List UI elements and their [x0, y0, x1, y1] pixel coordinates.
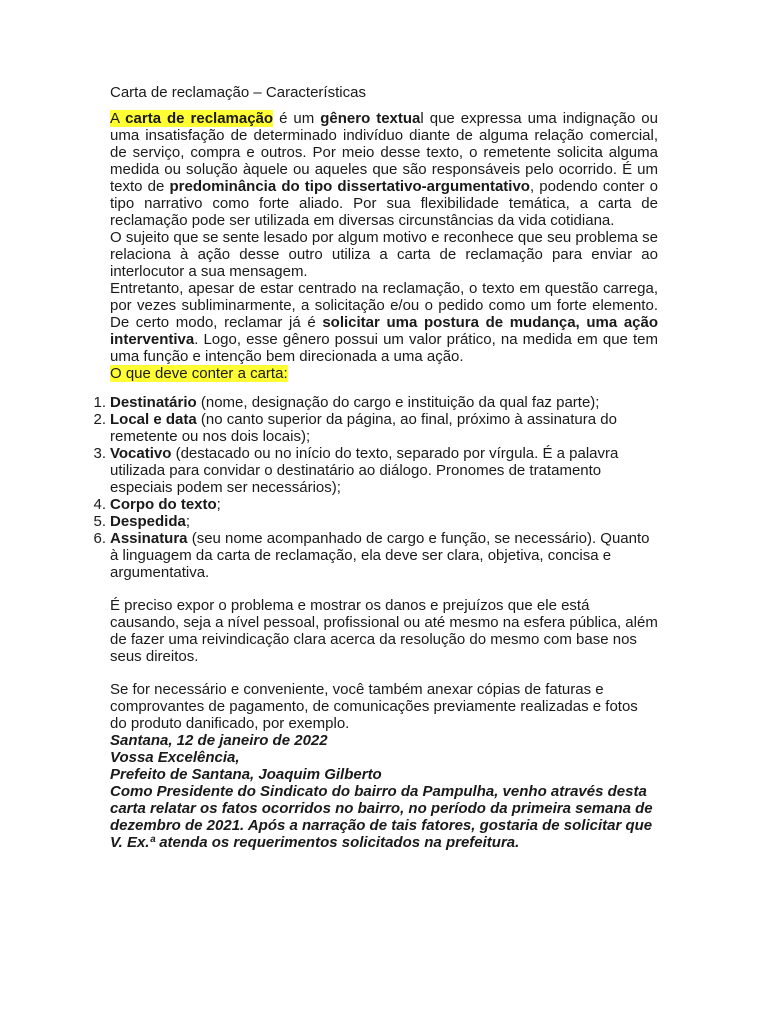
list-number: 1.: [93, 394, 106, 411]
document-title: Carta de reclamação – Características: [110, 84, 366, 101]
list-item: [93, 496, 658, 513]
list-item: [93, 513, 658, 530]
list-paragraph-3: Se for necessário e conveniente, você também anexar cópias de faturas e comprovantes de pagamento, de comunicações previamente realizadas e fotos do produto danificado, por exemplo.: [110, 681, 638, 732]
list-term: Destinatário: [110, 394, 197, 411]
list-heading-highlight: O que deve conter a carta:: [110, 365, 288, 382]
list-number: 6.: [93, 530, 106, 547]
highlighted-text: [110, 110, 273, 127]
intro-a: A: [110, 110, 126, 127]
list-text: (nome, designação do cargo e instituição da qual faz parte);: [196, 394, 600, 411]
list-term: Corpo do texto: [110, 496, 217, 513]
list-text: (destacado ou no início do texto, separado por vírgula. É a palavra utilizada para convidar o destinatário ao diálogo. Pronomes de tratamento especiais podem ser necessários);: [110, 445, 619, 496]
para3-b: . Logo, esse gênero possui um valor prático, na medida em que tem uma função e intenção bem direcionada a uma ação.: [110, 331, 658, 365]
intro-paragraph: [110, 110, 658, 229]
list-item: [93, 530, 658, 581]
list-item: [93, 445, 658, 496]
list-number: 3.: [93, 445, 106, 462]
list-text: ;: [185, 513, 191, 530]
list-item: [93, 411, 658, 445]
carta-highlight: carta de reclamação: [125, 110, 274, 127]
list-number: 4.: [93, 496, 106, 513]
list-text: (seu nome acompanhado de cargo e função, se necessário). Quanto à linguagem da carta de reclamação, ela deve ser clara, objetiva, concisa e argumentativa.: [110, 530, 650, 581]
list-term: Local e data: [110, 411, 197, 428]
list-text: (no canto superior da página, ao final, próximo à assinatura do remetente ou nos dois locais);: [110, 411, 617, 445]
letter-date: Santana, 12 de janeiro de 2022: [110, 732, 328, 749]
requirements-list: [93, 394, 658, 581]
list-term: Despedida: [110, 513, 186, 530]
list-text: ;: [216, 496, 221, 513]
para3-bold: solicitar uma postura de mudança, uma ação interventiva: [110, 314, 659, 348]
document-page: [93, 84, 659, 851]
letter-body: Como Presidente do Sindicato do bairro da Pampulha, venho através desta carta relatar os fatos ocorridos no bairro, no período da primeira semana de dezembro de 2021. Após a narração de tais fatores, gostaria de solicitar que V. Ex.ª atenda os requerimentos solicitados na prefeitura.: [110, 783, 653, 851]
intro-c: l que expressa uma indignação ou uma insatisfação de determinado indivíduo diante de alguma relação comercial, de serviço, compra e outros. Por meio desse texto, o remetente solicita alguma medida ou solução àquele ou aqueles que são responsáveis pelo ocorrido. É um texto de: [110, 110, 658, 195]
list-number: 5.: [93, 513, 106, 530]
predominancia-text: predominância do tipo dissertativo-argumentativo: [169, 178, 530, 195]
letter-vocative: Vossa Excelência,: [110, 749, 240, 766]
list-number: 2.: [93, 411, 106, 428]
intro-d: , podendo conter o tipo narrativo como forte aliado. Por sua flexibilidade temática, a carta de reclamação pode ser utilizada em diversas circunstâncias da vida cotidiana.: [110, 178, 658, 229]
para3-a: Entretanto, apesar de estar centrado na reclamação, o texto em questão carrega, por vezes subliminarmente, a solicitação e/ou o pedido como um forte elemento. De certo modo, reclamar já é: [110, 280, 658, 331]
list-term: Vocativo: [110, 445, 172, 462]
paragraph-3: [110, 280, 658, 365]
example-letter: [110, 732, 658, 851]
paragraph-2: O sujeito que se sente lesado por algum motivo e reconhece que seu problema se relaciona à ação desse outro utiliza a carta de reclamação para enviar ao interlocutor a sua mensagem.: [110, 229, 658, 280]
list-paragraph-2: É preciso expor o problema e mostrar os danos e prejuízos que ele está causando, seja a nível pessoal, profissional ou até mesmo na esfera pública, além de fazer uma reivindicação clara acerca da resolução do mesmo com base nos seus direitos.: [110, 597, 658, 665]
list-term: Assinatura: [110, 530, 188, 547]
genero-textual: gênero textua: [320, 110, 421, 127]
letter-recipient: Prefeito de Santana, Joaquim Gilberto: [110, 766, 382, 783]
list-heading: [110, 365, 658, 382]
intro-b: é um: [273, 110, 321, 127]
list-item: [93, 394, 658, 411]
